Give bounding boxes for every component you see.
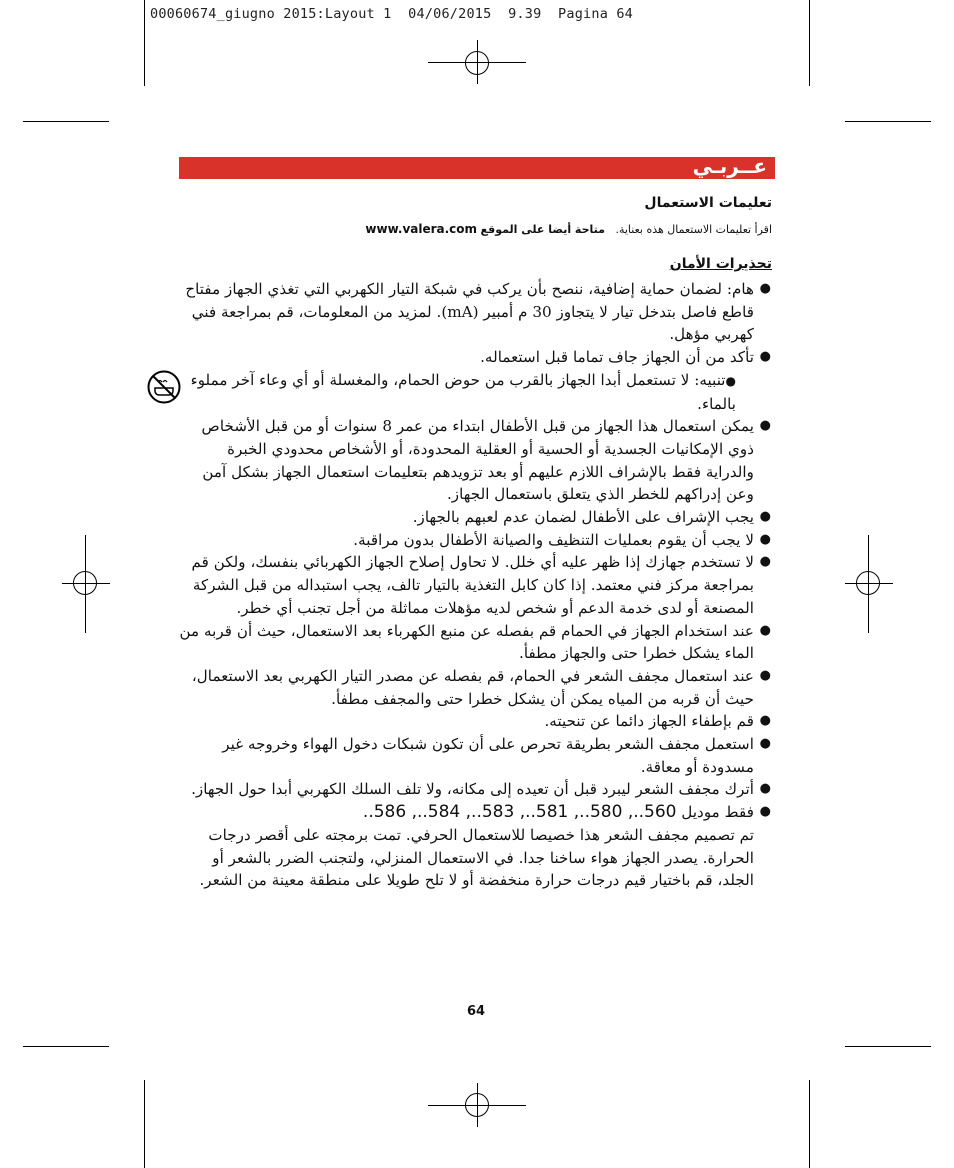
model-list-item xyxy=(176,801,774,824)
crop-mark xyxy=(809,1080,810,1168)
bullet: ● xyxy=(759,736,771,752)
bullet: ● xyxy=(759,531,771,547)
list-item xyxy=(176,346,774,369)
item-text: لا يجب أن يقوم بعمليات التنظيف والصيانة الأطفال بدون مراقبة. xyxy=(353,530,754,549)
crop-mark xyxy=(809,0,810,86)
list-item xyxy=(176,529,774,552)
model-numbers: ..586 ,..584 ,..583 ,..581 ,..580 ,..560 xyxy=(362,802,677,823)
list-item xyxy=(176,278,774,346)
list-item xyxy=(176,620,774,665)
usage-heading: تعليمات الاستعمال xyxy=(644,195,772,211)
item-text: قم بإطفاء الجهاز دائما عن تنحيته. xyxy=(544,712,754,731)
item-text: عند استخدام الجهاز في الحمام قم بفصله عن منبع الكهرباء بعد الاستعمال، حيث أن قربه من الماء يشكل خطرا حتى والجهاز مطفأ. xyxy=(179,621,754,663)
safety-warnings-list xyxy=(176,278,774,892)
item-text: أترك مجفف الشعر ليبرد قبل أن تعيده إلى مكانه، ولا تلف السلك الكهربي أبدا حول الجهاز. xyxy=(191,780,754,799)
list-item xyxy=(176,733,774,778)
crop-mark xyxy=(23,121,109,122)
bullet: ● xyxy=(759,349,771,365)
page-number: 64 xyxy=(467,1004,486,1019)
model-suffix: فقط موديل xyxy=(681,803,754,822)
crop-mark xyxy=(144,1080,145,1168)
language-header-band xyxy=(179,154,775,179)
list-item xyxy=(176,778,774,801)
read-instructions-text: اقرأ تعليمات الاستعمال هذه بعناية. xyxy=(615,223,772,236)
printer-slug: 00060674_giugno 2015:Layout 1 04/06/2015 9.39 Pagina 64 xyxy=(150,6,634,22)
bullet: ● xyxy=(725,373,736,388)
item-text: تم تصميم مجفف الشعر هذا خصيصا للاستعمال الحرفي. تمت برمجته على أقصر درجات الحرارة. يصدر الجهاز هواء ساخنا جدا. في الاستعمال المنزلي، ولتجنب الضرر بالشعر أو الجلد، قم باختيار قيم درجات حرارة منخفضة أو لا تلح طويلا على منطقة معينة من الشعر. xyxy=(199,825,754,890)
list-item xyxy=(176,551,774,619)
bullet: ● xyxy=(759,781,771,797)
bullet: ● xyxy=(759,667,771,683)
item-text: يجب الإشراف على الأطفال لضمان عدم لعبهم بالجهاز. xyxy=(412,508,754,527)
item-text: يمكن استعمال هذا الجهاز من قبل الأطفال ابتداء من عمر 8 سنوات أو من قبل الأشخاص ذوي الإمكانيات الجسدية أو الحسية أو العقلية المحدودة، أو الأشخاص محدودي الخبرة والدراية فقط بالإشراف اللازم عليهم أو بعد تزويدهم بتعليمات استعمال الجهاز بشكل آمن وعن إدراكهم للخطر الذي يتعلق باستعمال الجهاز. xyxy=(201,417,754,504)
item-text: عند استعمال مجفف الشعر في الحمام، قم بفصله عن مصدر التيار الكهربي بعد الاستعمال، حيث أن قربه من المياه يمكن أن يشكل خطرا حتى والمجفف مطفأ. xyxy=(191,666,754,708)
item-text: تنبيه: لا تستعمل أبدا الجهاز بالقرب من حوض الحمام، والمغسلة أو أي وعاء آخر مملوء بالماء. xyxy=(190,370,736,413)
list-item xyxy=(176,710,774,733)
list-item xyxy=(176,415,774,506)
website-url: www.valera.com xyxy=(365,222,478,236)
crop-mark xyxy=(144,0,145,86)
item-text: هام: لضمان حماية إضافية، ننصح بأن يركب في شبكة التيار الكهربي التي تغذي الجهاز مفتاح قاطع فاصل بتدخل تيار لا يتجاوز 30 م أمبير (mA). لمزيد من المعلومات، قم بمراجعة فني كهربي مؤهل. xyxy=(185,280,754,344)
bullet: ● xyxy=(759,281,771,296)
safety-heading: تحذيرات الأمان xyxy=(669,256,772,272)
bullet: ● xyxy=(759,622,771,638)
crop-mark xyxy=(845,121,931,122)
bullet: ● xyxy=(759,713,771,729)
model-description xyxy=(176,824,774,892)
no-use-near-bathtub-icon xyxy=(146,369,182,405)
item-text: تأكد من أن الجهاز جاف تماما قبل استعماله. xyxy=(480,348,754,367)
language-title: عــربـي xyxy=(692,154,767,178)
bullet: ● xyxy=(759,509,771,525)
item-text: استعمل مجفف الشعر بطريقة تحرص على أن تكون شبكات دخول الهواء وخروجه غير مسدودة أو معاقة. xyxy=(222,735,754,776)
read-instructions-line xyxy=(180,222,772,236)
bullet: ● xyxy=(759,418,771,434)
available-online-text: متاحة أيضا على الموقع xyxy=(480,223,605,236)
bullet: ● xyxy=(759,804,771,820)
list-item-warning xyxy=(176,369,774,415)
crop-mark xyxy=(845,1046,931,1047)
crop-mark xyxy=(23,1046,109,1047)
list-item xyxy=(176,506,774,529)
list-item xyxy=(176,665,774,710)
bullet: ● xyxy=(759,554,771,570)
item-text: لا تستخدم جهازك إذا ظهر عليه أي خلل. لا تحاول إصلاح الجهاز الكهربائي بنفسك، ولكن قم بمراجعة مركز فني معتمد. إذا كان كابل التغذية بالتيار تالف، يجب استبداله من قبل الشركة المصنعة أو لدى خدمة الدعم أو شخص لديه مؤهلات مماثلة من أجل تجنب أي خطر. xyxy=(191,553,754,617)
